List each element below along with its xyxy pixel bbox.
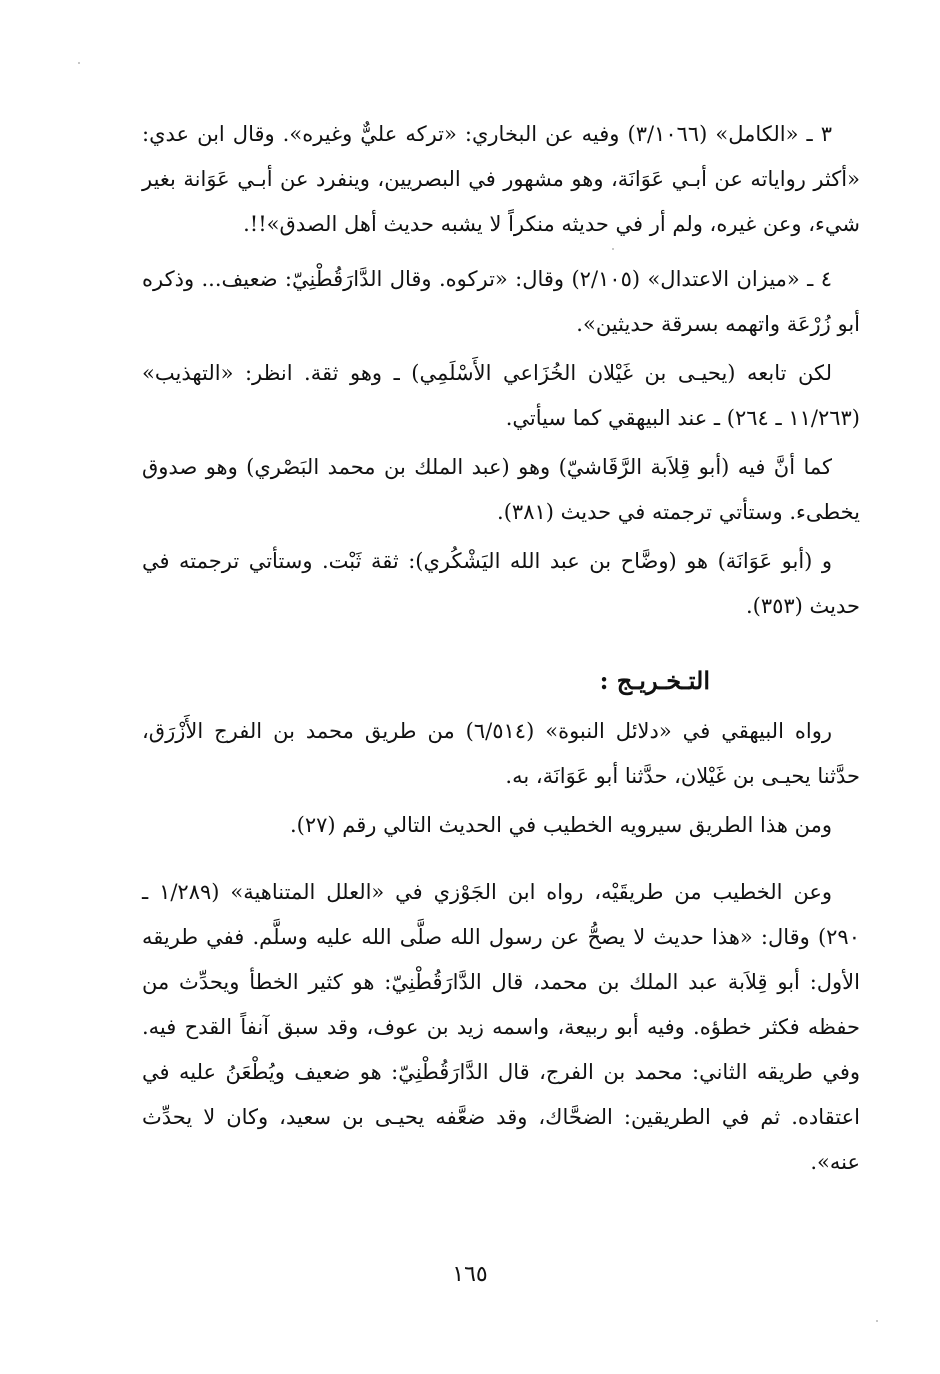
takhrij-heading: التـخـريـج : (599, 666, 710, 695)
takhrij-paragraph-1: رواه البيهقي في «دلائل النبوة» (٦/٥١٤) من طريق محمد بن الفرج الأَزْرَق، حدَّثنا يحيـى بن غَيْلان، حدَّثنا أبو عَوَانَة، به. (142, 719, 860, 788)
page-body (142, 112, 860, 1195)
scan-speck (612, 248, 614, 250)
note-paragraph-3: ٣ ـ «الكامل» (٣/١٠٦٦) وفيه عن البخاري: «تركه عليٌّ وغيره». وقال ابن عدي: «أكثر رواياته عن أبـي عَوَانَة، وهو مشهور في البصريين، وينفرد عن أبـي عَوَانة بغير شيء، وعن غيره، ولم أر في حديثه منكراً لا يشبه حديث أهل الصدق»!!. (142, 122, 860, 236)
abu-awana-paragraph: و (أبو عَوَانَة) هو (وضَّاح بن عبد الله اليَشْكُري): ثقة ثَبْت. وستأتي ترجمته في حديث (٣٥٣). (142, 549, 860, 618)
follow-up-paragraph: لكن تابعه (يحيـى بن غَيْلان الخُزَاعي الأَسْلَمِي) ـ وهو ثقة. انظر: «التهذيب» (١١/٢٦٣ ـ ٢٦٤) ـ عند البيهقي كما سيأتي. (142, 361, 860, 430)
takhrij-paragraph-3: وعن الخطيب من طريقَيْه، رواه ابن الجَوْزي في «العلل المتناهية» (١/٢٨٩ ـ ٢٩٠) وقال: «هذا حديث لا يصحُّ عن رسول الله صلَّى الله عليه وسلَّم. ففي طريقه الأول: أبو قِلاَبة عبد الملك بن محمد، قال الدَّارَقُطْنِيّ: هو كثير الخطأ ويحدِّث من حفظه فكثر خطؤه. وفيه أبو ربيعة، واسمه زيد بن عوف، وقد سبق آنفاً القدح فيه. وفي طريقه الثاني: محمد بن الفرج، قال الدَّارَقُطْنِيّ: هو ضعيف ويُطْعَنُ عليه في اعتقاده. ثم في الطريقين: الضحَّاك، وقد ضعَّفه يحيـى بن سعيد، وكان لا يحدِّث عنه». (142, 880, 860, 1174)
scan-speck (876, 1320, 878, 1322)
note-paragraph-4: ٤ ـ «ميزان الاعتدال» (٢/١٠٥) وقال: «تركوه. وقال الدَّارَقُطْنِيّ: ضعيف... وذكره أبو زُرْعَة واتهمه بسرقة حديثين». (142, 267, 860, 336)
takhrij-paragraph-2: ومن هذا الطريق سيرويه الخطيب في الحديث التالي رقم (٢٧). (289, 813, 832, 837)
page-number: ١٦٥ (452, 1262, 488, 1287)
scan-speck (78, 62, 80, 64)
narrator-paragraph: كما أنَّ فيه (أبو قِلاَبة الرَّقَاشيّ) وهو (عبد الملك بن محمد البَصْري) وهو صدوق يخطىء. وستأتي ترجمته في حديث (٣٨١). (142, 455, 860, 524)
